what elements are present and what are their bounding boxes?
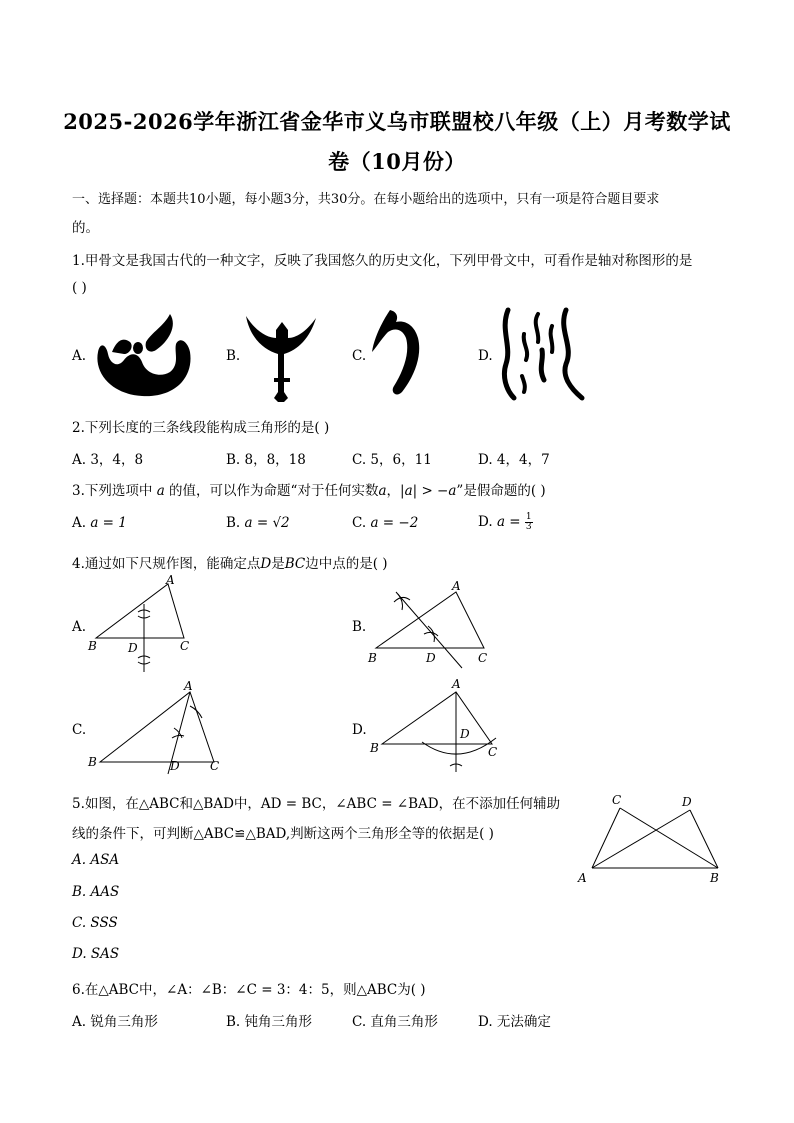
q3-option-d-value: a =: [496, 514, 521, 530]
q5-option-c: C. SSS: [72, 915, 118, 931]
q4-option-d-label: D.: [352, 722, 367, 738]
q3-stem-b: 的值，可以作为命题“对于任何实数: [169, 483, 379, 499]
q3-stem-a: 3.下列选项中: [72, 483, 153, 499]
q2-option-c: C. 5，6，11: [352, 452, 432, 468]
q1-option-a-label: A.: [72, 348, 87, 364]
q5-option-a: A. ASA: [72, 852, 120, 868]
q6-stem: 6.在△ABC中，∠A：∠B：∠C = 3：4：5，则△ABC为( ): [72, 982, 426, 998]
q3-var-a-2: a: [378, 483, 387, 499]
q4-stem: [72, 552, 388, 572]
q6-option-a: A. 锐角三角形: [72, 1014, 158, 1030]
q4-figure-c: [86, 680, 226, 776]
oracle-glyph-d-icon: [494, 306, 590, 402]
q3-stem-c: ，: [386, 483, 401, 499]
exam-title-line2: 卷（10月份）: [328, 149, 466, 174]
q4d-label-c: C: [488, 745, 498, 759]
q4c-label-d: D: [170, 759, 180, 773]
q4c-label-a: A: [184, 679, 193, 693]
q4d-label-a: A: [452, 677, 461, 691]
oracle-glyph-c-icon: [370, 308, 430, 404]
section-heading-line1: 一、选择题：本题共10小题，每小题3分，共30分。在每小题给出的选项中，只有一项是符合题目要求: [72, 192, 660, 207]
q4-figure-a: [86, 573, 196, 676]
q3-option-d-fraction: $\frac{1}{3}$: [525, 512, 532, 532]
q3-option-a-label: A.: [72, 515, 91, 531]
q4b-label-a: A: [452, 579, 461, 593]
exam-title-line1: 2025-2026学年浙江省金华市义乌市联盟校八年级（上）月考数学试: [63, 109, 731, 134]
q4b-label-d: D: [426, 651, 436, 665]
q3-option-b: [226, 515, 290, 531]
q5-figure: [576, 790, 726, 890]
q5-option-b: B. AAS: [72, 884, 120, 900]
q4-stem-a: 4.通过如下尺规作图，能确定点: [72, 556, 261, 572]
q2-stem: 2.下列长度的三条线段能构成三角形的是( ): [72, 420, 330, 436]
q4-option-a-label: A.: [72, 619, 87, 635]
q3-stem-d: ”是假命题的( ): [456, 483, 546, 499]
section-heading-line2: 的。: [72, 220, 99, 236]
q4-option-c-label: C.: [72, 722, 87, 738]
q5-stem-line1: 5.如图，在△ABC和△BAD中，AD = BC，∠ABC = ∠BAD，在不添加任何辅助: [72, 796, 561, 812]
q5-label-b: B: [710, 871, 719, 885]
q4c-label-b: B: [88, 755, 97, 769]
q5-label-a: A: [578, 871, 587, 885]
q1-option-c-label: C.: [352, 348, 367, 364]
q4d-label-d: D: [460, 727, 470, 741]
q6-option-b: B. 钝角三角形: [226, 1014, 313, 1030]
q2-option-a: A. 3，4，8: [72, 452, 144, 468]
q3-option-b-value: a = √2: [244, 515, 290, 531]
q3-option-d: [478, 513, 533, 532]
q1-option-d-label: D.: [478, 348, 493, 364]
q4-figure-b: [366, 578, 496, 670]
q3-option-c-value: a = −2: [370, 515, 419, 531]
q4-segment-bc: BC: [284, 556, 306, 572]
q1-stem: 1.甲骨文是我国古代的一种文字，反映了我国悠久的历史文化，下列甲骨文中，可看作是轴对称图形的是: [72, 253, 693, 269]
oracle-glyph-a-icon: [90, 312, 200, 400]
q4b-label-c: C: [478, 651, 488, 665]
q3-option-b-label: B.: [226, 515, 245, 531]
q4a-label-b: B: [88, 639, 97, 653]
q2-option-d: D. 4，4，7: [478, 452, 550, 468]
q2-option-b: B. 8，8，18: [226, 452, 306, 468]
q3-option-a: [72, 515, 127, 531]
q1-option-b-label: B.: [226, 348, 241, 364]
q4a-label-d: D: [128, 641, 138, 655]
q3-option-c-label: C.: [352, 515, 371, 531]
oracle-glyph-b-icon: [244, 308, 320, 404]
q3-var-a: a: [156, 483, 165, 499]
q5-label-c: C: [612, 793, 622, 807]
q4-option-b-label: B.: [352, 619, 367, 635]
q4c-label-c: C: [210, 759, 220, 773]
q5-label-d: D: [682, 795, 692, 809]
q3-expression: |a| > −a: [400, 483, 457, 499]
q4b-label-b: B: [368, 651, 377, 665]
q4-point-d: D: [260, 556, 272, 572]
q4-stem-c: 边中点的是( ): [305, 556, 388, 572]
q3-option-a-value: a = 1: [90, 515, 127, 531]
q4-stem-b: 是: [271, 556, 285, 572]
q5-stem-line2: 线的条件下，可判断△ABC≌△BAD,判断这两个三角形全等的依据是( ): [72, 826, 494, 842]
q6-option-d: D. 无法确定: [478, 1014, 551, 1030]
q6-option-c: C. 直角三角形: [352, 1014, 438, 1030]
q4a-label-a: A: [166, 573, 175, 587]
q4d-label-b: B: [370, 741, 379, 755]
q4a-label-c: C: [180, 639, 190, 653]
q3-stem: [72, 479, 546, 499]
q3-option-c: [352, 515, 418, 531]
q1-paren: ( ): [72, 280, 87, 296]
q4-figure-d: [366, 676, 506, 776]
q3-option-d-label: D.: [478, 514, 497, 530]
q5-option-d: D. SAS: [72, 946, 120, 962]
